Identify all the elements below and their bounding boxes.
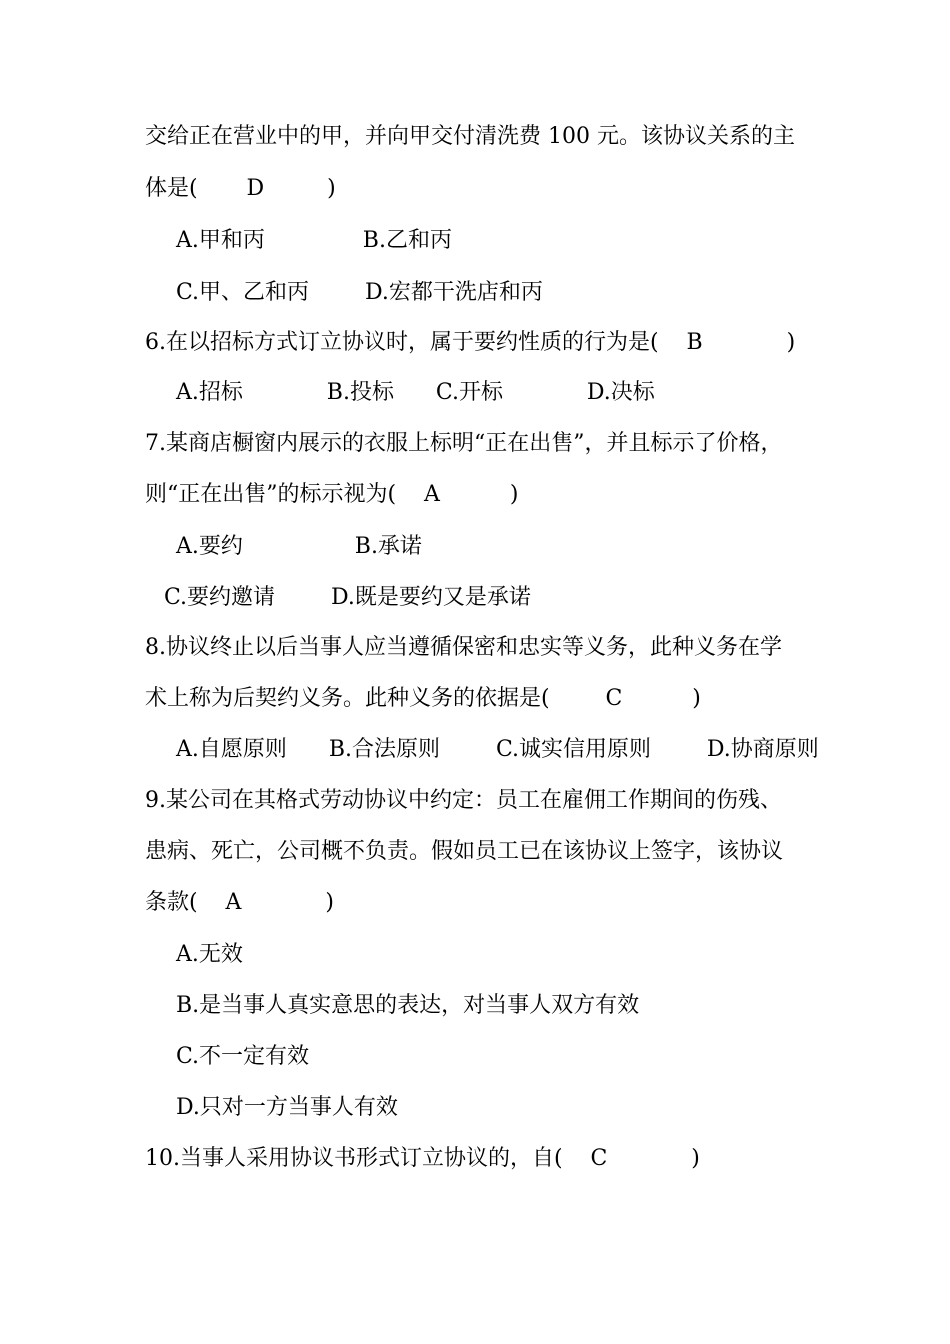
question-6-options: A.招标 B.投标 C.开标 D.决标 xyxy=(176,380,655,405)
question-5-text-line-2: 体是( D ) xyxy=(145,176,336,201)
question-7-text-line-2: 则“正在出售”的标示视为( A ) xyxy=(145,482,519,507)
question-6-text: 6.在以招标方式订立协议时，属于要约性质的行为是( B ) xyxy=(145,330,796,355)
question-5-options-ab: A.甲和丙 B.乙和丙 xyxy=(176,228,452,253)
question-10-text: 10.当事人采用协议书形式订立协议的，自( C ) xyxy=(145,1146,700,1171)
question-8-text-line-1: 8.协议终止以后当事人应当遵循保密和忠实等义务，此种义务在学 xyxy=(145,635,782,660)
question-7-options-ab: A.要约 B.承诺 xyxy=(176,534,422,559)
question-9-text-line-3: 条款( A ) xyxy=(145,890,334,915)
question-9-option-c: C.不一定有效 xyxy=(176,1044,310,1069)
question-9-option-a: A.无效 xyxy=(176,942,243,967)
question-8-options: A.自愿原则 B.合法原则 C.诚实信用原则 D.协商原则 xyxy=(176,737,819,762)
question-9-text-line-2: 患病、死亡，公司概不负责。假如员工已在该协议上签字，该协议 xyxy=(145,839,784,864)
question-9-option-d: D.只对一方当事人有效 xyxy=(176,1095,398,1120)
question-5-options-cd: C.甲、乙和丙 D.宏都干洗店和丙 xyxy=(176,280,543,305)
question-5-text-line-1: 交给正在营业中的甲，并向甲交付清洗费 100 元。该协议关系的主 xyxy=(145,124,795,149)
question-7-options-cd: C.要约邀请 D.既是要约又是承诺 xyxy=(164,585,531,610)
question-9-option-b: B.是当事人真实意思的表达，对当事人双方有效 xyxy=(176,993,640,1018)
question-9-text-line-1: 9.某公司在其格式劳动协议中约定：员工在雇佣工作期间的伤残、 xyxy=(145,788,782,813)
question-7-text-line-1: 7.某商店橱窗内展示的衣服上标明“正在出售”，并且标示了价格， xyxy=(145,431,783,456)
question-8-text-line-2: 术上称为后契约义务。此种义务的依据是( C ) xyxy=(145,686,701,711)
